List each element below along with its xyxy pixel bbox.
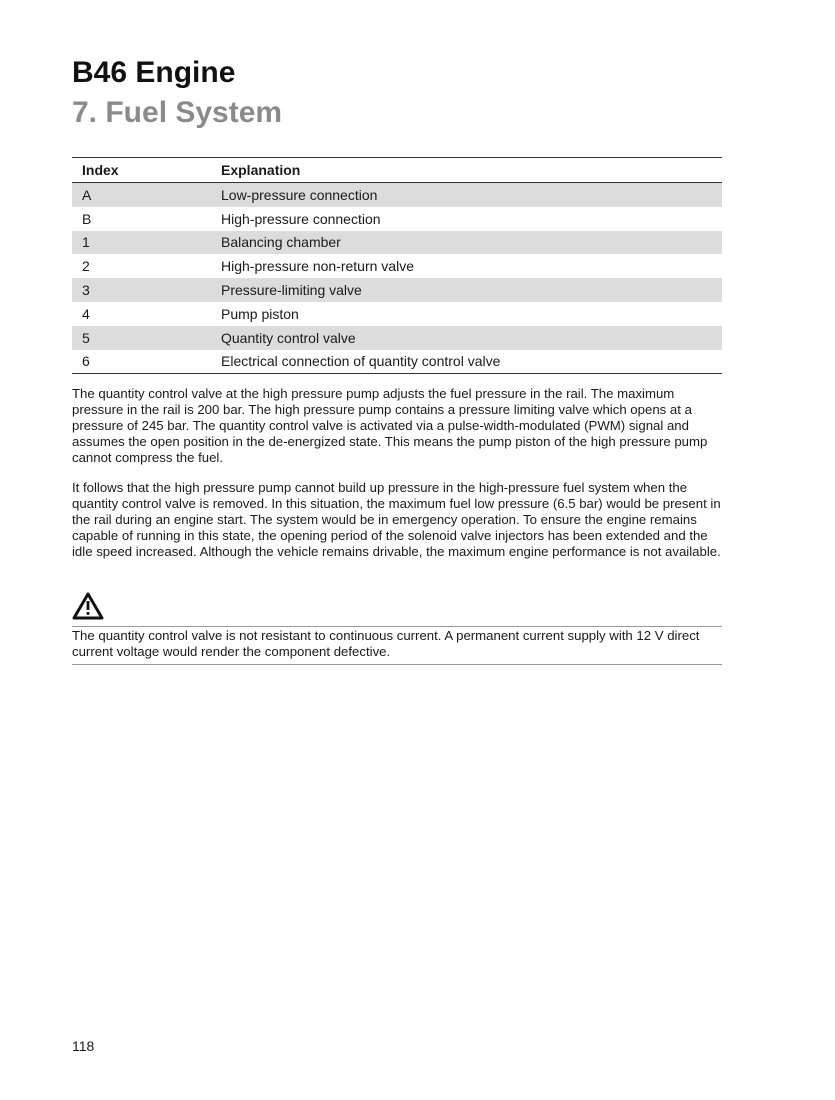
table-row bbox=[72, 326, 722, 350]
explanation-cell: Pump piston bbox=[221, 305, 299, 322]
explanation-cell: Pressure-limiting valve bbox=[211, 278, 722, 302]
explanation-cell: Electrical connection of quantity control valve bbox=[211, 350, 722, 374]
warning-text: The quantity control valve is not resistant to continuous current. A permanent current supply with 12 V direct current voltage would render the component defective. bbox=[72, 628, 700, 659]
warning-divider-top bbox=[72, 626, 722, 627]
index-cell: 1 bbox=[72, 231, 211, 255]
index-cell: 2 bbox=[82, 258, 90, 275]
explanation-cell: High-pressure connection bbox=[221, 210, 381, 227]
table-row bbox=[72, 207, 722, 231]
body-paragraph: It follows that the high pressure pump cannot build up pressure in the high-pressure fuel system when the quantity control valve is removed. In this situation, the maximum fuel low pressure (6.5 bar) would be present in the rail during an engine start. The system would be in emergency operation. To ensure the engine remains capable of running in this state, the opening period of the solenoid valve injectors has been extended and the idle speed increased. Although the vehicle remains drivable, the maximum engine performance is not available. bbox=[72, 480, 721, 559]
index-cell: B bbox=[82, 210, 92, 227]
index-cell: 3 bbox=[72, 278, 211, 302]
index-cell: A bbox=[72, 183, 211, 207]
explanation-cell: High-pressure non-return valve bbox=[221, 258, 414, 275]
column-header-explanation: Explanation bbox=[211, 158, 722, 183]
column-header-index: Index bbox=[72, 158, 211, 183]
table-row bbox=[72, 254, 722, 278]
body-paragraph: The quantity control valve at the high pressure pump adjusts the fuel pressure in the rail. The maximum pressure in the rail is 200 bar. The high pressure pump contains a pressure limiting valve which opens at a pressure of 245 bar. The quantity control valve is activated via a pulse-width-modulated (PWM) signal and assumes the open position in the de-energized state. This means the pump piston of the high pressure pump cannot compress the fuel. bbox=[72, 386, 708, 465]
index-table bbox=[72, 157, 722, 374]
table-row bbox=[72, 278, 722, 302]
explanation-cell: Low-pressure connection bbox=[211, 183, 722, 207]
table-row bbox=[72, 302, 722, 326]
index-cell: 6 bbox=[72, 350, 211, 374]
section-title: 7. Fuel System bbox=[72, 96, 283, 129]
page-number: 118 bbox=[72, 1038, 95, 1054]
explanation-cell: Quantity control valve bbox=[211, 326, 722, 350]
index-cell: 5 bbox=[72, 326, 211, 350]
table-header-row bbox=[72, 158, 722, 183]
warning-divider-bottom bbox=[72, 664, 722, 665]
table-row bbox=[72, 350, 722, 374]
table-row bbox=[72, 183, 722, 207]
warning-triangle-icon bbox=[72, 592, 104, 620]
table-row bbox=[72, 231, 722, 255]
explanation-cell: Balancing chamber bbox=[211, 231, 722, 255]
page-title: B46 Engine bbox=[72, 56, 236, 89]
index-cell: 4 bbox=[82, 305, 90, 322]
